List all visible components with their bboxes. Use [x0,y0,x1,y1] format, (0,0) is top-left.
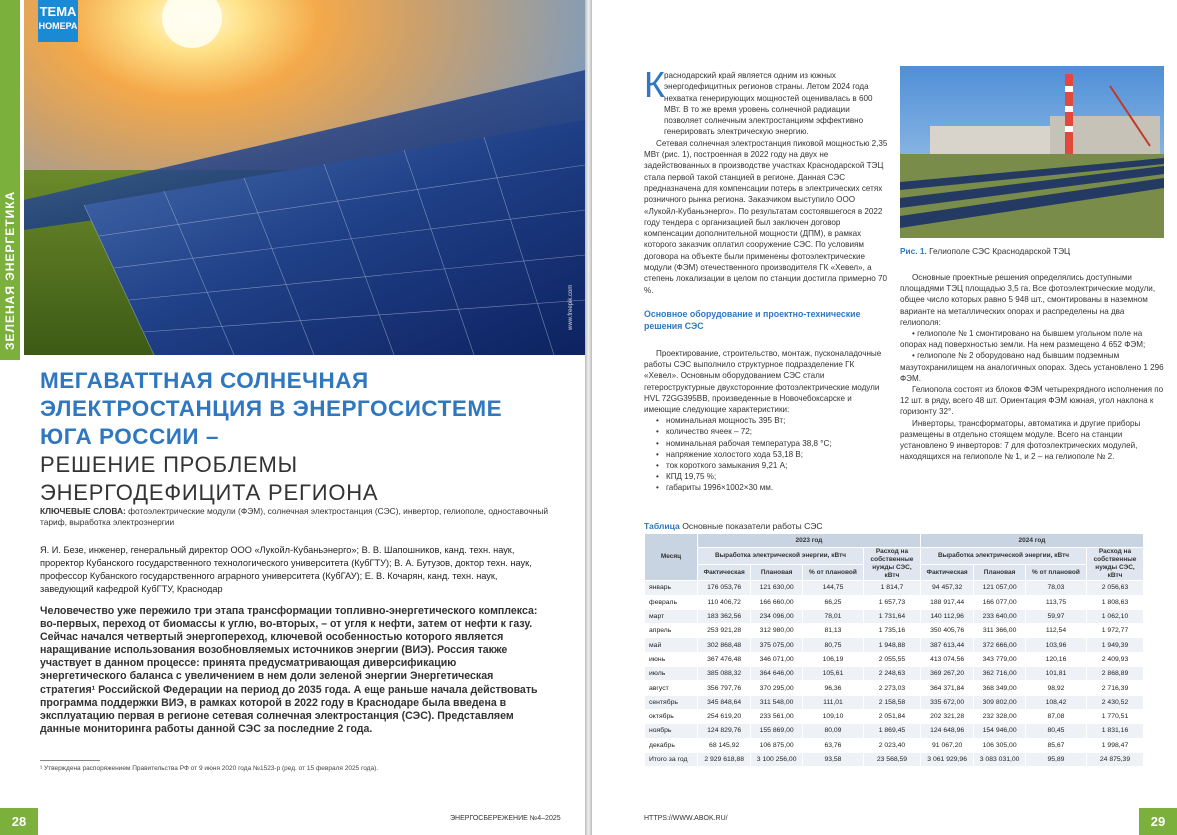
list-item: • количество ячеек – 72; [656,426,888,437]
paragraph: Гелиопола состоят из блоков ФЭМ четырехрядного исполнения по 12 шт. в ряду, всего 48 шт. Ориентация ФЭМ южная, угол наклона к горизонту 32°. [900,385,1164,417]
table-cell: 309 802,00 [974,695,1026,709]
table-cell: 364 646,00 [751,667,803,681]
figure-caption [900,246,1164,256]
list-item: • номинальная рабочая температура 38,8 °С; [656,438,888,449]
table-cell: 93,58 [802,752,863,766]
page-number-left: 28 [0,808,38,835]
table-cell: 78,01 [802,609,863,623]
table-cell: 346 071,00 [751,652,803,666]
table-cell: 166 077,00 [974,595,1026,609]
paragraph: • гелиополе № 1 смонтировано на бывшем угольном поле на опорах над поверхностью земли. На нем размещено 4 652 ФЭМ; [900,329,1146,350]
month-cell: май [645,638,698,652]
table-cell: 233 561,00 [751,709,803,723]
left-page [0,0,585,835]
table-cell: 111,01 [802,695,863,709]
title-line: МЕГАВАТТНАЯ СОЛНЕЧНАЯ [40,368,369,393]
keywords-label: КЛЮЧЕВЫЕ СЛОВА: [40,506,126,516]
table-cell: 23 568,59 [863,752,920,766]
table-cell: 311 548,00 [751,695,803,709]
photo-credit: www.freepik.com [568,284,574,330]
table-cell: 1 735,16 [863,624,920,638]
title-line: ЮГА РОССИИ – [40,424,219,449]
table-cell: 2 273,03 [863,681,920,695]
column-header: Плановая [974,564,1026,581]
table-cell: 103,96 [1025,638,1086,652]
table-row [645,624,1144,638]
table-cell: 113,75 [1025,595,1086,609]
table-cell: 1 998,47 [1087,738,1144,752]
table-cell: 302 868,48 [698,638,751,652]
table-cell: 96,36 [802,681,863,695]
table-cell: 375 075,00 [751,638,803,652]
column-header: Фактическая [698,564,751,581]
column-header: Выработка электрической энергии, кВтч [698,548,864,565]
section-badge [38,0,78,42]
table-cell: 362 716,00 [974,667,1026,681]
column-header: Месяц [645,534,698,581]
paragraph: Проектирование, строительство, монтаж, пусконаладочные работы СЭС выполнило структурное подразделение ГК «Хевел». Основным оборудованием СЭС стали гетероструктурные двухсторонние фотоэлектрические модули HVL 72GG395BB, произведенные в Новочебоксарске и имеющие следующие характеристики: [644,349,882,415]
table-cell: 183 362,56 [698,609,751,623]
paragraph: Инверторы, трансформаторы, автоматика и другие приборы размещены в отдельно стоящем модуле. Всего на станции установлено 9 инверторов: 7 для фотоэлектрических модулей, находящихся на гелиополе № 1, и 2 – на гелиополе № 2. [900,418,1141,462]
table-cell: 154 946,00 [974,724,1026,738]
table-cell: 124 829,76 [698,724,751,738]
table-cell: 109,10 [802,709,863,723]
table-cell: 124 648,96 [920,724,973,738]
column-header: % от плановой [1025,564,1086,581]
table-cell: 343 779,00 [974,652,1026,666]
table-cell: 166 660,00 [751,595,803,609]
table-cell: 312 980,00 [751,624,803,638]
table-row [645,695,1144,709]
caption-text: Гелиополе СЭС Краснодарской ТЭЦ [929,246,1071,256]
table-cell: 367 476,48 [698,652,751,666]
section-badge-line1: ТЕМА [39,4,77,19]
paragraph: Основные проектные решения определялись доступными площадями ТЭЦ площадью 3,5 га. Все фотоэлектрические модули, общее число которых равно 5 948 шт., смонтированы в наземном варианте на металлических опорах и распределены на два гелиополя: [900,273,1156,327]
table-cell: 101,81 [1025,667,1086,681]
column-header: Плановая [751,564,803,581]
table-cell: 2 409,93 [1087,652,1144,666]
table-cell: 91 067,20 [920,738,973,752]
table-cell: 3 061 929,96 [920,752,973,766]
table-cell: 66,25 [802,595,863,609]
table-cell: 370 295,00 [751,681,803,695]
table-cell: 311 366,00 [974,624,1026,638]
table-title-text: Основные показатели работы СЭС [682,521,823,531]
column-1 [644,64,888,296]
paragraph: • гелиополе № 2 оборудовано над бывшим подземным мазутохранилищем на аналогичных опорах. Здесь установлено 1 296 ФЭМ. [900,351,1164,383]
table-cell: 2 051,84 [863,709,920,723]
month-cell: январь [645,581,698,595]
table-cell: 372 666,00 [974,638,1026,652]
table-cell: 364 371,84 [920,681,973,695]
table-cell: 2 430,52 [1087,695,1144,709]
table-cell: 110 406,72 [698,595,751,609]
column-2 [900,272,1165,462]
right-page [592,0,1177,835]
table-cell: 3 100 256,00 [751,752,803,766]
table-cell: 81,13 [802,624,863,638]
table-cell: 368 349,00 [974,681,1026,695]
table-cell: 1 814,7 [863,581,920,595]
table-row [645,738,1144,752]
table-cell: 80,45 [1025,724,1086,738]
table-cell: 80,09 [802,724,863,738]
table-cell: 1 770,51 [1087,709,1144,723]
table-cell: 2 158,58 [863,695,920,709]
table-cell: 2 055,55 [863,652,920,666]
paragraph: Сетевая солнечная электростанция пиковой мощностью 2,35 МВт (рис. 1), построенная в 2022 году на двух не задействованных в производстве участках Краснодарской ТЭЦ стала первой такой станцией в регионе. Данная СЭС предназначена для компенсации потерь в электрических сетях розничного рынка региона. Заказчиком выступило ООО «Лукойл-Кубаньэнерго». По результатам состоявшегося в 2022 году тендера с организацией был заключен договор компенсации дополнительной мощности (ДПМ), в рамках которого заказчик оплатил сооружение СЭС. По условиям договора на объекте были применены фотоэлектрические модули (ФЭМ) отечественного производителя ГК «Хевел», а степень локализации в целом по станции достигла примерно 70 %. [644,138,888,295]
hero-solar-panels-image [24,0,585,355]
table-cell: 24 875,39 [1087,752,1144,766]
authors: Я. И. Безе, инженер, генеральный директор ООО «Лукойл-Кубаньэнерго»; В. В. Шапошников, канд. техн. наук, проректор Кубанского государственного технологического университета (КубГТУ); В. А. Бутузов, доктор техн. наук, профессор Кубанского государственного аграрного университета (КубГАУ); Е. В. Кочарян, канд. техн. наук, заведующий кафедрой КубГТУ, Краснодар [40,545,532,594]
table-cell: 1 831,16 [1087,724,1144,738]
table-cell: 232 328,00 [974,709,1026,723]
table-cell: 155 869,00 [751,724,803,738]
figure-1-photo [900,66,1164,238]
table-row [645,595,1144,609]
table-cell: 385 088,32 [698,667,751,681]
column-header: Расход на собственные нужды СЭС, кВтч [1087,548,1144,581]
month-cell: апрель [645,624,698,638]
column-header: 2023 год [698,534,921,548]
table-row [645,652,1144,666]
list-item: • ток короткого замыкания 9,21 А; [656,460,888,471]
column-1-continued [644,348,888,494]
table-cell: 356 797,76 [698,681,751,695]
table-cell: 1 948,88 [863,638,920,652]
intro-paragraph: раснодарский край является одним из южных энергодефицитных регионов страны. Летом 2024 года нехватка генерирующих мощностей оценивалась в 600 МВт. В то же время уровень солнечной радиации позволяет солнечным электростанциям эффективно генерировать электрическую энергию. [664,71,873,137]
table-row [645,752,1144,766]
table-cell: 80,75 [802,638,863,652]
table-cell: 345 848,64 [698,695,751,709]
table-cell: 106 875,00 [751,738,803,752]
table-cell: 63,76 [802,738,863,752]
table-row [645,724,1144,738]
table-cell: 68 145,92 [698,738,751,752]
month-cell: февраль [645,595,698,609]
footnote-rule [40,760,100,761]
table-row [645,638,1144,652]
column-header: Выработка электрической энергии, кВтч [920,548,1086,565]
month-cell: июль [645,667,698,681]
lead-paragraph: Человечество уже пережило три этапа трансформации топливно-энергетического комплекса: во-первых, переход от биомассы к углю, во-вторых, – от угля к нефти, затем от нефти к газу. Сейчас начался четвертый энергопереход, ключевой особенностью которого является наращивание использования возобновляемых источников энергии (ВИЭ). Россия также участвует в данном процессе: принята предусматривающая диверсификацию энергетического баланса с увеличением в нем доли зеленой энергии Энергетическая стратегия¹ Российской Федерации на период до 2035 года. А еще раньше начала действовать программа поддержки ВИЭ, в рамках которой в 2022 году в Краснодаре была введена в эксплуатацию первая в регионе сетевая солнечная электростанция (СЭС). Представляем данные мониторинга работы данной СЭС за последние 2 года. [40,605,538,735]
table-cell: 98,92 [1025,681,1086,695]
month-cell: декабрь [645,738,698,752]
table-cell: 335 672,00 [920,695,973,709]
table-row [645,709,1144,723]
journal-name: ЭНЕРГОСБЕРЕЖЕНИЕ №4–2025 [450,815,561,822]
list-item: • номинальная мощность 395 Вт; [656,415,888,426]
table-cell: 188 917,44 [920,595,973,609]
table-cell: 106 305,00 [974,738,1026,752]
table-row [645,581,1144,595]
table-cell: 254 619,20 [698,709,751,723]
column-header: % от плановой [802,564,863,581]
table-cell: 2 868,89 [1087,667,1144,681]
month-cell: июнь [645,652,698,666]
table-cell: 112,54 [1025,624,1086,638]
table-cell: 106,19 [802,652,863,666]
table-cell: 1 731,64 [863,609,920,623]
section-heading: Основное оборудование и проектно-технические решения СЭС [644,309,861,331]
table-row [645,667,1144,681]
table-cell: 1 949,39 [1087,638,1144,652]
side-divider [22,0,24,360]
month-cell: Итого за год [645,752,698,766]
spread-gutter [585,0,592,835]
column-header: Расход на собственные нужды СЭС, кВтч [863,548,920,581]
website-url: HTTPS://WWW.ABOK.RU/ [644,815,728,822]
table-label: Таблица [644,521,680,531]
table-cell: 2 716,39 [1087,681,1144,695]
list-item: • габариты 1996×1002×30 мм. [656,482,888,493]
table-cell: 350 405,76 [920,624,973,638]
table-cell: 87,08 [1025,709,1086,723]
table-cell: 1 062,10 [1087,609,1144,623]
table-cell: 120,16 [1025,652,1086,666]
table-row [645,609,1144,623]
list-item: • КПД 19,75 %; [656,471,888,482]
table-cell: 1 808,63 [1087,595,1144,609]
data-table [644,533,1144,767]
column-header: Фактическая [920,564,973,581]
side-label: ЗЕЛЕНАЯ ЭНЕРГЕТИКА [3,190,17,350]
table-cell: 233 640,00 [974,609,1026,623]
table-cell: 369 267,20 [920,667,973,681]
table-cell: 140 112,96 [920,609,973,623]
table-cell: 94 457,32 [920,581,973,595]
spec-list [644,415,888,493]
table-cell: 85,67 [1025,738,1086,752]
table-cell: 2 248,63 [863,667,920,681]
section-badge-line2: НОМЕРА [38,21,78,31]
page-number-right: 29 [1139,808,1177,835]
table-cell: 3 083 031,00 [974,752,1026,766]
month-cell: сентябрь [645,695,698,709]
table-cell: 121 630,00 [751,581,803,595]
table-cell: 176 053,76 [698,581,751,595]
keywords [40,506,565,528]
title-line: РЕШЕНИЕ ПРОБЛЕМЫ [40,452,298,477]
table-cell: 105,61 [802,667,863,681]
table-cell: 234 096,00 [751,609,803,623]
table-cell: 253 921,28 [698,624,751,638]
table-cell: 95,89 [1025,752,1086,766]
month-cell: март [645,609,698,623]
table-cell: 202 321,28 [920,709,973,723]
article-title [40,367,560,507]
table-row [645,681,1144,695]
table-cell: 108,42 [1025,695,1086,709]
keywords-text: фотоэлектрические модули (ФЭМ), солнечная электростанция (СЭС), инвертор, гелиополе, одноставочный тариф, выработка электроэнергии [40,506,549,527]
table-cell: 1 869,45 [863,724,920,738]
table-cell: 78,03 [1025,581,1086,595]
month-cell: август [645,681,698,695]
table-cell: 121 057,00 [974,581,1026,595]
table-cell: 1 972,77 [1087,624,1144,638]
table-cell: 59,97 [1025,609,1086,623]
table-cell: 144,75 [802,581,863,595]
table-title [644,521,823,531]
footnote: ¹ Утверждена распоряжением Правительства РФ от 9 июня 2020 года №1523-р (ред. от 15 февраля 2025 года). [40,765,379,772]
table-cell: 2 056,63 [1087,581,1144,595]
month-cell: октябрь [645,709,698,723]
table-cell: 2 023,40 [863,738,920,752]
column-header: 2024 год [920,534,1143,548]
table-cell: 1 657,73 [863,595,920,609]
table-cell: 413 074,56 [920,652,973,666]
title-line: ЭНЕРГОДЕФИЦИТА РЕГИОНА [40,480,379,505]
drop-cap: К [644,64,665,105]
table-cell: 2 929 618,88 [698,752,751,766]
month-cell: ноябрь [645,724,698,738]
title-line: ЭЛЕКТРОСТАНЦИЯ В ЭНЕРГОСИСТЕМЕ [40,396,503,421]
table-cell: 387 613,44 [920,638,973,652]
list-item: • напряжение холостого хода 53,18 В; [656,449,888,460]
caption-label: Рис. 1. [900,246,927,256]
